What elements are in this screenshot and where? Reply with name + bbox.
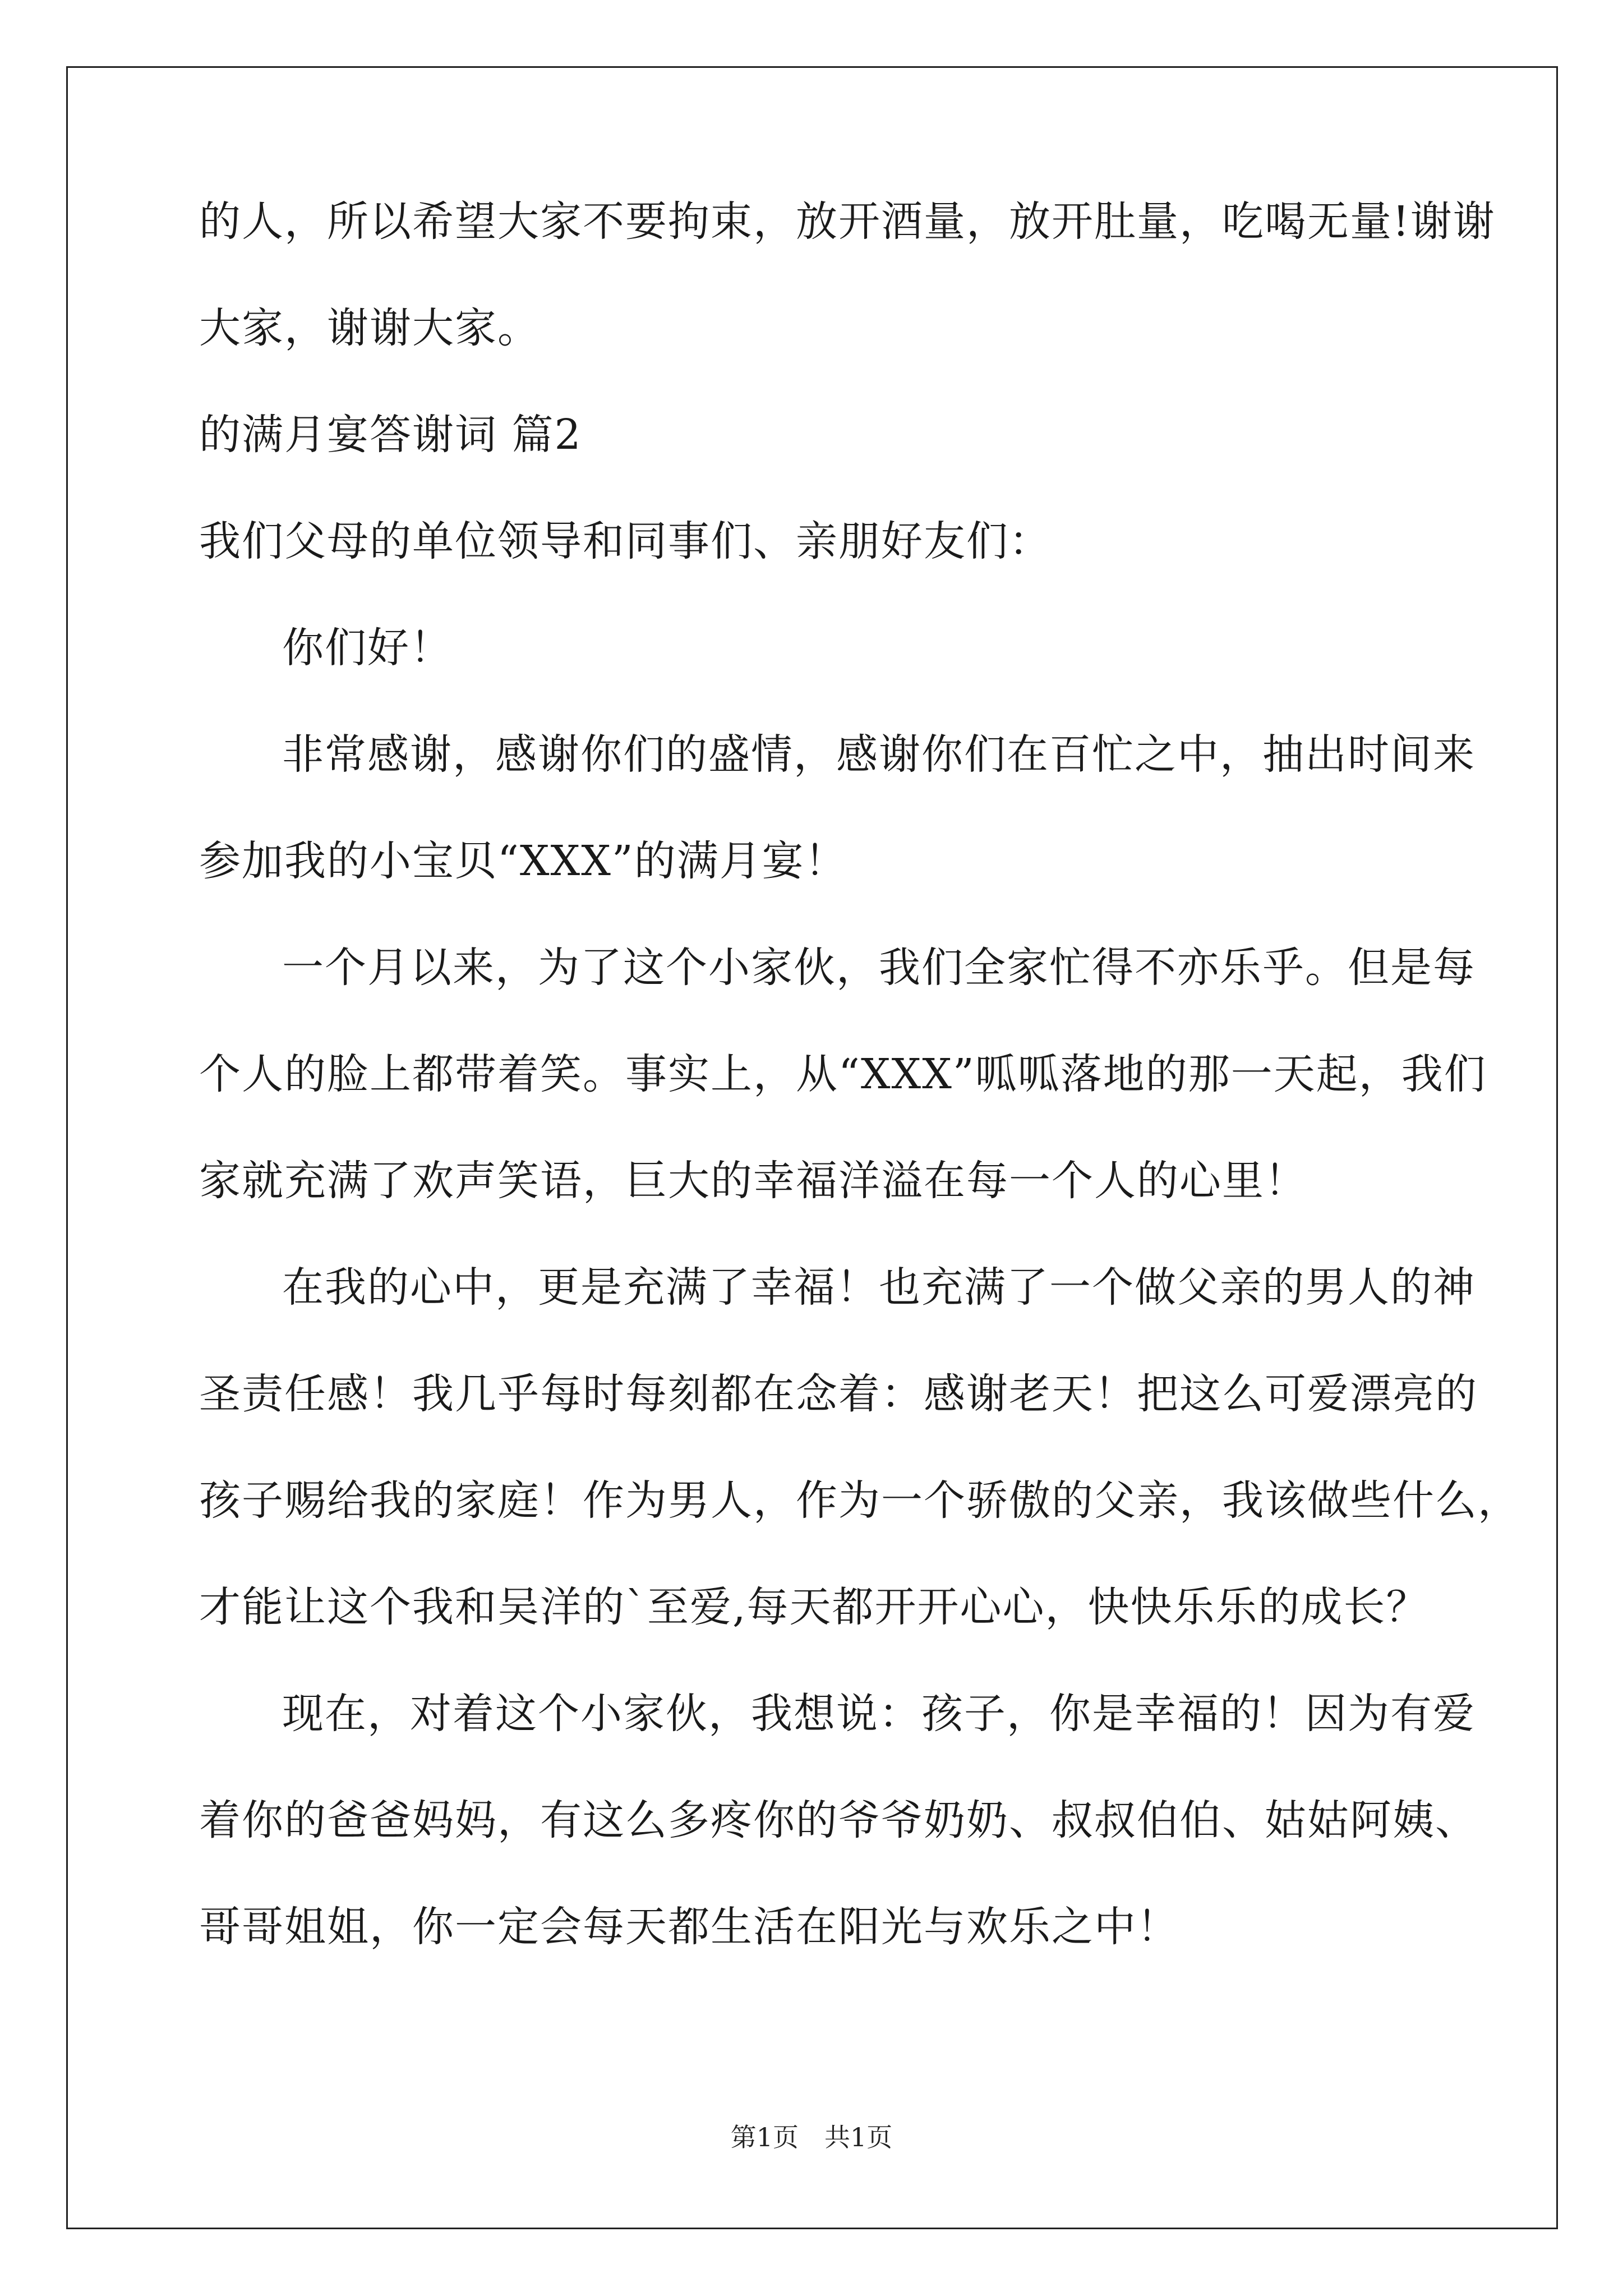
greeting: 你们好！ xyxy=(282,624,453,672)
section-heading: 的满月宴答谢词 篇2 xyxy=(199,411,582,459)
salutation: 我们父母的单位领导和同事们、亲朋好友们： xyxy=(199,517,1052,565)
text-line: 哥哥姐姐，你一定会每天都生活在阳光与欢乐之中！ xyxy=(199,1903,1179,1951)
text-line: 圣责任感！我几乎每时每刻都在念着：感谢老天！把这么可爱漂亮的 xyxy=(199,1370,1478,1418)
text-line: 孩子赐给我的家庭！作为男人，作为一个骄傲的父亲，我该做些什么， xyxy=(199,1476,1520,1525)
text-line: 非常感谢，感谢你们的盛情，感谢你们在百忙之中，抽出时间来 xyxy=(282,730,1476,779)
text-line: 的人，所以希望大家不要拘束，放开酒量，放开肚量，吃喝无量!谢谢 xyxy=(199,197,1496,246)
text-line: 在我的心中，更是充满了幸福！也充满了一个做父亲的男人的神 xyxy=(282,1263,1476,1312)
text-line: 家就充满了欢声笑语，巨大的幸福洋溢在每一个人的心里！ xyxy=(199,1157,1307,1205)
text-line: 才能让这个我和吴洋的`至爱,每天都开开心心，快快乐乐的成长？ xyxy=(199,1583,1429,1631)
document-body xyxy=(199,168,1520,1980)
text-line: 参加我的小宝贝“XXX”的满月宴！ xyxy=(199,837,847,885)
page-footer: 第1页 共1页 xyxy=(730,2122,893,2152)
text-line: 着你的爸爸妈妈，有这么多疼你的爷爷奶奶、叔叔伯伯、姑姑阿姨、 xyxy=(199,1796,1478,1844)
text-line: 个人的脸上都带着笑。事实上，从“XXX”呱呱落地的那一天起，我们 xyxy=(199,1050,1487,1098)
text-line: 大家，谢谢大家。 xyxy=(199,304,540,352)
text-line: 一个月以来，为了这个小家伙，我们全家忙得不亦乐乎。但是每 xyxy=(282,944,1476,992)
text-line: 现在，对着这个小家伙，我想说：孩子，你是幸福的！因为有爱 xyxy=(282,1690,1476,1738)
